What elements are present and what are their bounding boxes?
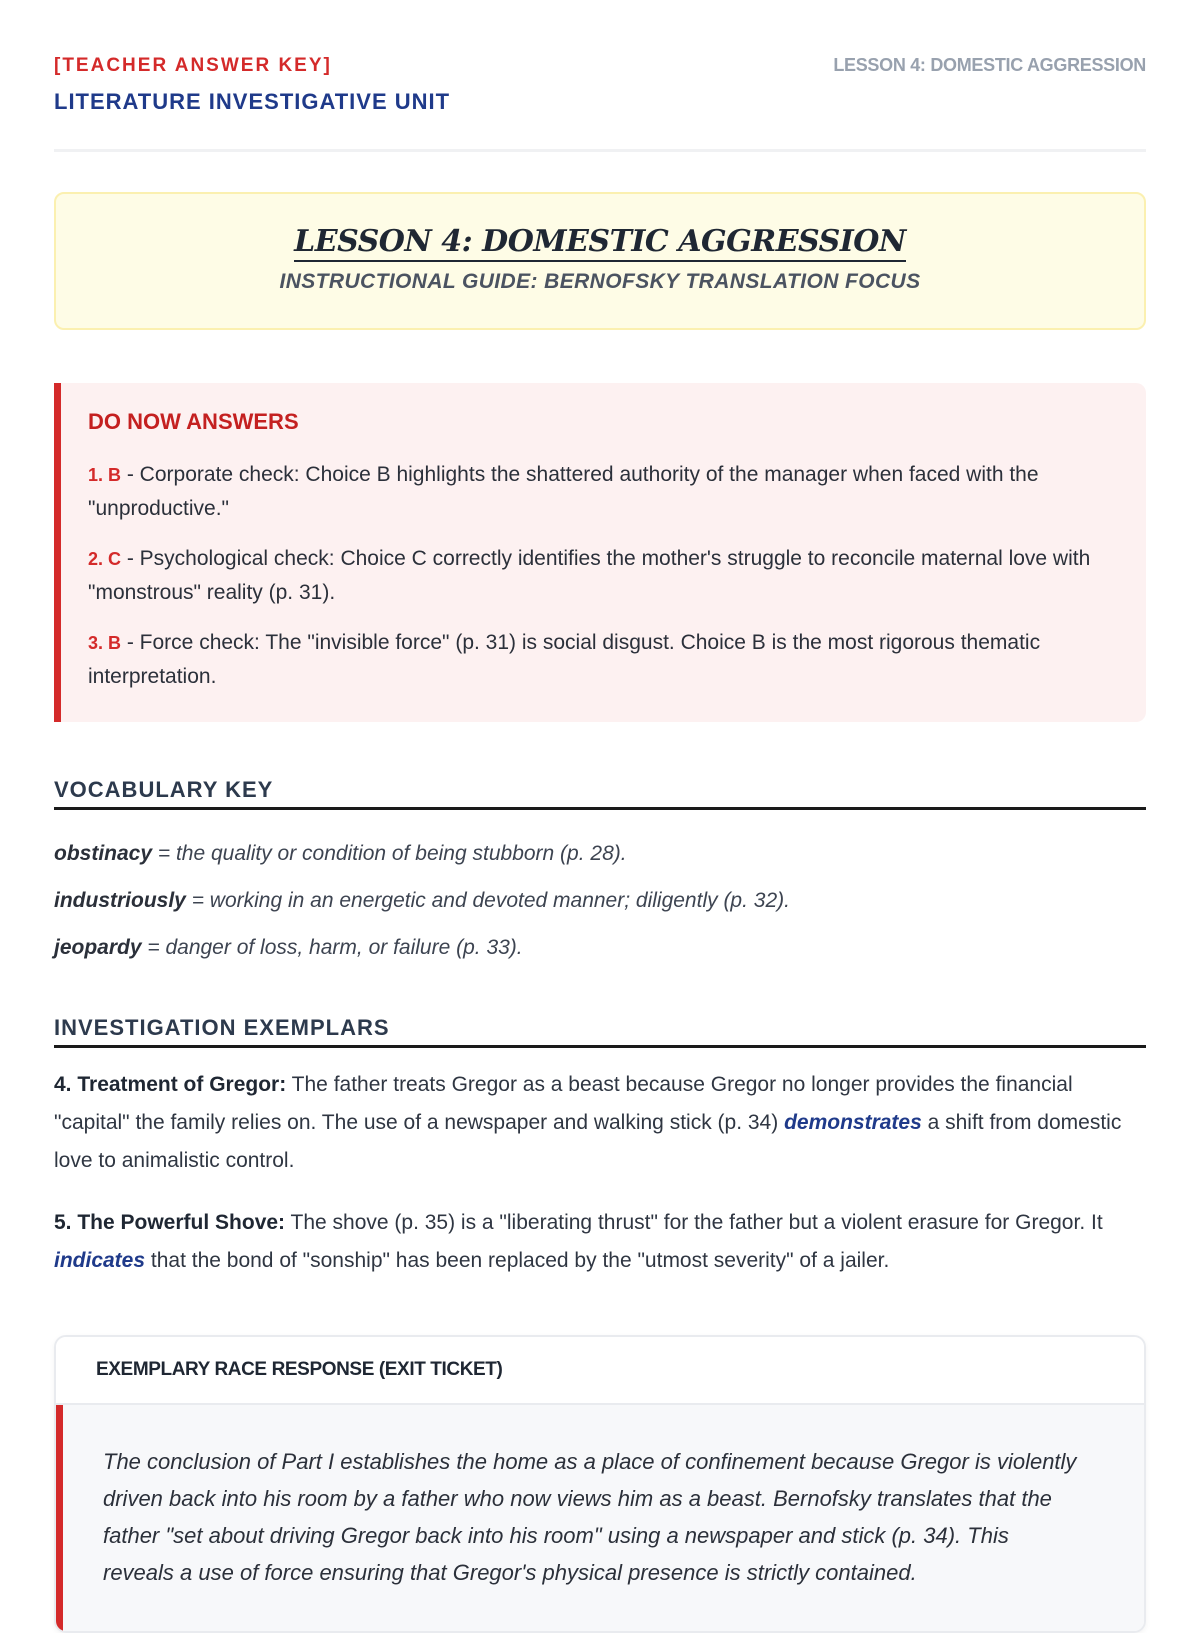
- exemplar-keyword: indicates: [54, 1249, 146, 1272]
- exemplars-section: [54, 1015, 1146, 1280]
- vocabulary-section: [54, 777, 1146, 971]
- lesson-subtitle: INSTRUCTIONAL GUIDE: BERNOFSKY TRANSLATION FOCUS: [279, 270, 921, 293]
- answer-text: - Force check: The "invisible force" (p. 31) is social disgust. Choice B is the most rigorous thematic interpretation.: [88, 631, 1041, 688]
- answer-text: - Psychological check: Choice C correctly identifies the mother's struggle to reconcile maternal love with "monstrous" reality (p. 31).: [88, 547, 1091, 604]
- exemplar-text: that the bond of "sonship" has been replaced by the "utmost severity" of a jailer.: [145, 1249, 890, 1272]
- answer-text: - Corporate check: Choice B highlights the shattered authority of the manager when faced with the "unproductive.": [88, 463, 1039, 520]
- vocabulary-item: [54, 830, 1146, 877]
- answer-label: 1. B: [88, 465, 122, 485]
- exemplar-paragraph: [54, 1066, 1146, 1180]
- answer-item: [88, 458, 1110, 526]
- vocabulary-item: [54, 924, 1146, 971]
- lesson-title: LESSON 4: DOMESTIC AGGRESSION: [294, 224, 906, 262]
- vocabulary-definition: = danger of loss, harm, or failure (p. 33).: [141, 936, 523, 959]
- header-lesson-label: LESSON 4: DOMESTIC AGGRESSION: [833, 55, 1146, 75]
- do-now-heading: DO NOW ANSWERS: [88, 409, 299, 434]
- page-header: [54, 0, 1146, 152]
- unit-title: LITERATURE INVESTIGATIVE UNIT: [54, 89, 451, 114]
- exemplar-text: The shove (p. 35) is a "liberating thrust" for the father but a violent erasure for Gregor. It: [285, 1211, 1103, 1234]
- race-response-heading: EXEMPLARY RACE RESPONSE (EXIT TICKET): [56, 1337, 1144, 1405]
- vocabulary-term: industriously: [54, 889, 186, 912]
- answer-label: 2. C: [88, 549, 122, 569]
- do-now-answers-panel: [54, 383, 1146, 722]
- vocabulary-heading: VOCABULARY KEY: [54, 777, 1146, 810]
- race-response-text: The conclusion of Part I establishes the home as a place of confinement because Gregor is violently driven back into his room by a father who now views him as a beast. Bernofsky translates that the father "set about driving Gregor back into his room" using a newspaper and stick (p. 34). This reveals a use of force ensuring that Gregor's physical presence is strictly contained.: [56, 1405, 1144, 1631]
- vocabulary-definition: = working in an energetic and devoted manner; diligently (p. 32).: [185, 889, 790, 912]
- vocabulary-definition: = the quality or condition of being stubborn (p. 28).: [152, 842, 627, 865]
- vocabulary-list: [54, 830, 1146, 971]
- exemplar-text: The father treats Gregor as a beast because Gregor no longer provides the financial "capital" the family relies on. The use of a newspaper and walking stick (p. 34): [54, 1073, 1073, 1134]
- vocabulary-item: [54, 877, 1146, 924]
- exemplar-text: a shift from domestic love to animalistic control.: [54, 1111, 1122, 1172]
- vocabulary-term: jeopardy: [54, 936, 142, 959]
- exemplars-heading: INVESTIGATION EXEMPLARS: [54, 1015, 1146, 1048]
- answer-label: 3. B: [88, 633, 122, 653]
- vocabulary-term: obstinacy: [54, 842, 153, 865]
- exemplar-label: 4. Treatment of Gregor:: [54, 1073, 287, 1096]
- answer-item: [88, 626, 1110, 694]
- lesson-title-box: [54, 192, 1146, 330]
- answer-key-tag: [TEACHER ANSWER KEY]: [54, 55, 332, 76]
- exemplar-label: 5. The Powerful Shove:: [54, 1211, 286, 1234]
- race-response-card: [54, 1335, 1146, 1633]
- exemplar-keyword: demonstrates: [784, 1111, 922, 1134]
- exemplar-paragraph: [54, 1204, 1146, 1280]
- answer-item: [88, 542, 1110, 610]
